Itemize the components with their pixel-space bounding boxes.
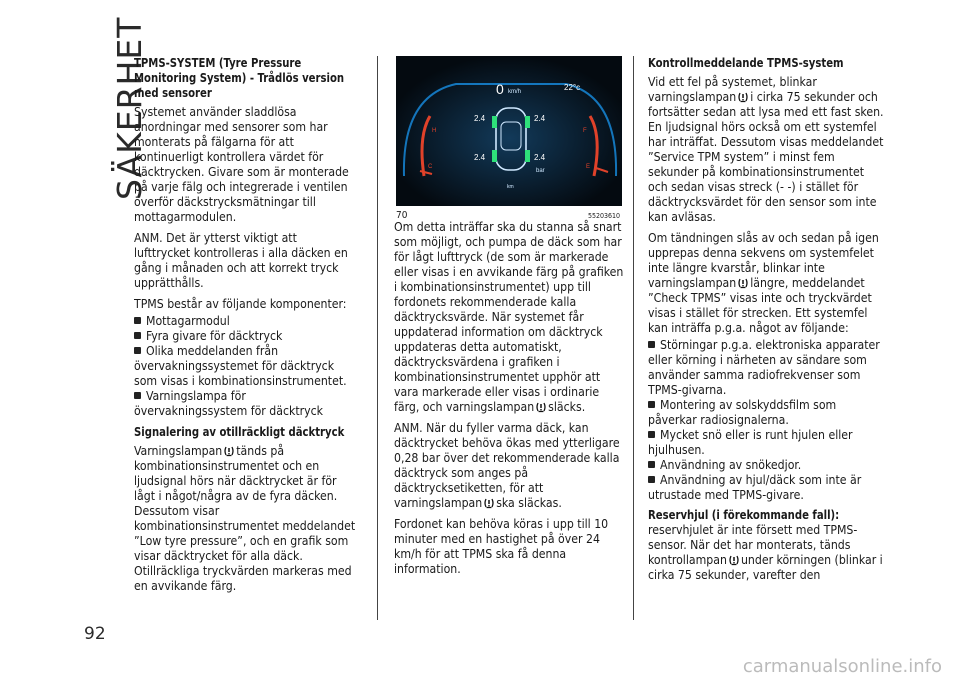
tpms-warning-icon [729,554,739,566]
pressure-unit: bar [536,168,545,174]
bullet-icon [648,401,655,408]
heading-tpms-control: Kontrollmeddelande TPMS-system [648,56,844,70]
figure-code: 55203610 [587,212,620,220]
list-item-text: Montering av solskyddsfilm som påverkar radiosignalerna. [648,398,837,427]
tpms-warning-icon [224,445,234,457]
list-item [648,338,884,398]
list-item [134,329,356,344]
list-item-text: Mycket snö eller is runt hjulen eller hjulhusen. [648,428,853,457]
heading-low-pressure: Signalering av otillräckligt däcktryck [134,425,345,439]
section-title [72,16,149,200]
bullet-icon [648,476,655,483]
tpms-warning-icon [536,401,546,413]
temp-gauge-c: C [428,164,433,170]
fuel-gauge-f: F [583,128,587,134]
temp-gauge-h: H [432,128,437,134]
column-divider [377,56,378,620]
figure-number: 70 [396,210,408,221]
paragraph: ANM. Det är ytterst viktigt att lufttrycket kontrolleras i alla däcken en gång i månaden och att korrekt tryck upprätthålls. [134,231,348,290]
paragraph [134,444,356,594]
bullet-icon [648,341,655,348]
text: ANM. När du fyller varma däck, kan däcktrycket behöva ökas med ytterligare 0,28 bar över det rekommenderade kalla däcktryck som anges på däcktrycksetiketten, för att varningslampan [394,421,620,510]
bullet-icon [134,347,141,354]
list-item-text: Mottagarmodul [146,314,230,328]
text: i cirka 75 sekunder och fortsätter sedan att lysa med ett fast sken. En ljudsignal hörs också om ett systemfel har inträffat. Dessutom visas meddelandet ”Service TPM system” i minst fem sekunder på kombinationsinstrumentet och sedan visas streck (- -) i stället för däcktrycksvärdet för den sensor som inte kan avläsas. [648,90,884,224]
list-item-text: Olika meddelanden från övervakningssystemet för däcktryck som visas i kombinationsinstrumentet. [134,344,347,388]
list-item-text: Fyra givare för däcktryck [146,329,283,343]
text: tänds på kombinationsinstrumentet och en ljudsignal hörs när däcktrycket är för lågt i något/några av de fyra däcken. Dessutom visar kombinationsinstrumentet meddelandet ”Low tyre pressure”, och en grafik som visar däcktrycket för alla däck. Otillräckliga tryckvärden markeras med en avvikande färg. [134,444,356,593]
bullet-icon [134,317,141,324]
paragraph: Fordonet kan behöva köras i upp till 10 minuter med en hastighet på över 24 km/h för att TPMS ska få denna information. [394,517,609,576]
watermark: carmanualsonline.info [742,656,942,677]
list-item-text: Störningar p.g.a. elektroniska apparater eller körning i närheten av sändare som använder samma radiofrekvenser som TPMS-givarna. [648,338,880,397]
text: Om detta inträffar ska du stanna så snart som möjligt, och pumpa de däck som har för lågt lufttryck (de som är markerade eller visas i en avvikande färg på grafiken i kombinationsinstrumentet) upp till fordonets rekommenderade kalla däcktrycksvärde. När systemet får uppdaterad information om däcktryck uppdateras detta automatiskt, däcktrycksvärdena i grafiken i kombinationsinstrumentet upphör att vara markerade eller visas i ordinarie färg, och varningslampan [394,220,624,414]
paragraph [394,220,624,415]
bullet-icon [134,392,141,399]
pressure-rear-right: 2.4 [534,153,546,162]
text: längre, meddelandet ”Check TPMS” visas inte och tryckvärdet visas i stället för strecken. Ett systemfel kan inträffa p.g.a. något av följande: [648,276,872,335]
tpms-warning-icon [738,91,748,103]
paragraph: Systemet använder sladdlösa anordningar med sensorer som har monterats på fälgarna för att kontinuerligt kontrollera värdet för däcktrycken. Givare som är monterade på varje fälg och integrerade i ventilen överför däckstrycksmätningar till mottagarmodulen. [134,105,349,224]
bullet-icon [648,431,655,438]
list-item [648,428,884,458]
list-item-text: Varningslampa för övervakningssystem för däcktryck [134,389,324,418]
pressure-front-right: 2.4 [534,114,546,123]
list-item-text: Användning av snökedjor. [660,458,802,472]
outside-temp: 22°c [564,83,581,92]
text: under körningen (blinkar i cirka 75 sekunder, varefter den [648,553,883,582]
text: Vid ett fel på systemet, blinkar varningslampan [648,75,817,104]
tpms-warning-icon [738,277,748,289]
instrument-cluster-image [396,56,622,206]
figure-caption [394,208,624,220]
paragraph [648,523,884,583]
heading-tpms: TPMS-SYSTEM (Tyre Pressure Monitoring System) - Trådlös version med sensorer [134,56,345,100]
section-title-text: SÄKERHET [110,16,149,200]
list-item [648,458,884,473]
speed-unit: km/h [508,89,522,95]
bullet-icon [648,461,655,468]
heading-spare-wheel: Reservhjul (i förekommande fall): [648,508,840,522]
text: Om tändningen slås av och sedan på igen upprepas denna sekvens om systemfelet inte längre kvarstår, blinkar inte varningslampan [648,231,879,290]
pressure-front-left: 2.4 [474,114,486,123]
list-item [134,314,356,329]
paragraph [394,421,624,511]
cluster-graphic [396,56,622,206]
page-number: 92 [84,624,106,644]
bullet-icon [134,332,141,339]
list-item [648,398,884,428]
list-item [648,473,884,503]
tpms-warning-icon [484,497,494,509]
pressure-rear-left: 2.4 [474,153,486,162]
list-item [134,389,356,419]
column-divider [633,56,634,620]
text: reservhjulet är inte försett med TPMS-sensor. När det har monterats, tänds kontrollampan [648,523,858,567]
column-2 [394,56,624,583]
paragraph [648,231,884,336]
text: ska släckas. [496,496,562,510]
text: Varningslampan [134,444,223,458]
list-item-text: Användning av hjul/däck som inte är utrustade med TPMS-givare. [648,473,862,502]
fuel-gauge-e: E [586,164,591,170]
paragraph [648,75,884,225]
text: släcks. [548,400,586,414]
column-3 [648,56,884,589]
odometer-unit: km [507,184,514,190]
paragraph: TPMS består av följande komponenter: [134,297,347,311]
column-1 [134,56,356,600]
speed-readout: 0 [496,81,504,97]
list-item [134,344,356,389]
